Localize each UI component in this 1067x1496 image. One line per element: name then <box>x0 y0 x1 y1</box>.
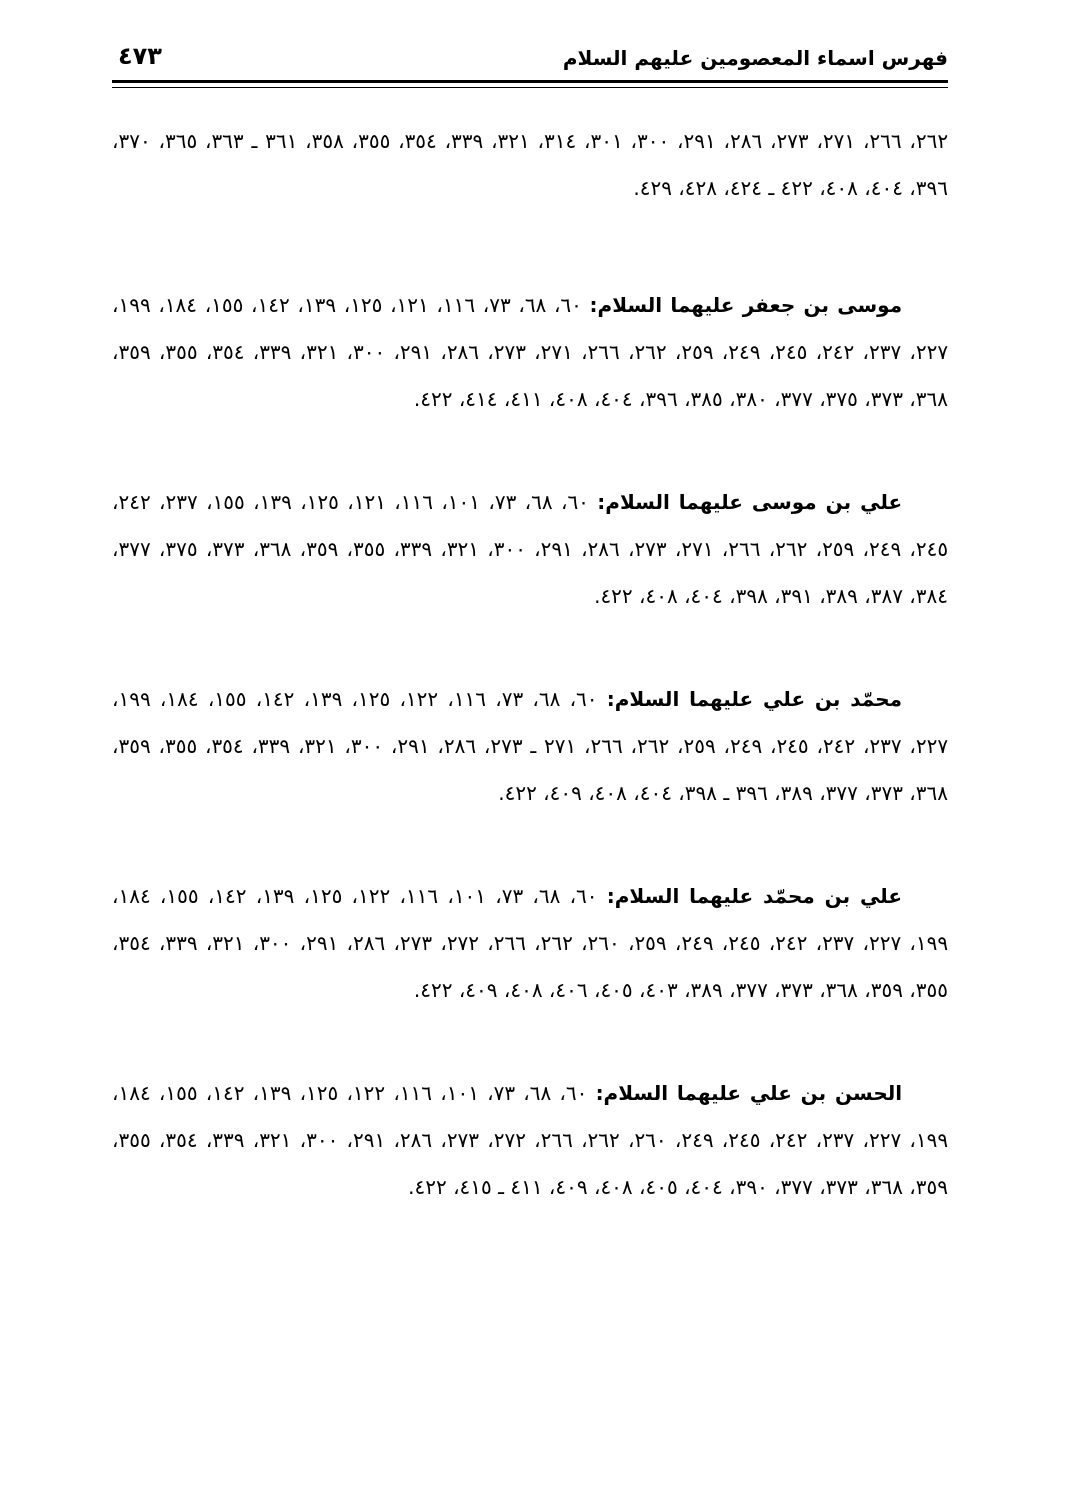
index-entry <box>112 1070 948 1211</box>
entry-page-list: ٦٠، ٦٨، ٧٣، ١١٦، ١٢٢، ١٢٥، ١٣٩، ١٤٢، ١٥٥، ١٨٤، ١٩٩، ٢٢٧، ٢٣٧، ٢٤٢، ٢٤٥، ٢٤٩، ٢٥٩، ٢٦٢، ٢٦٦، ٢٧١ ـ ٢٧٣، ٢٨٦، ٢٩١، ٣٠٠، ٣٢١، ٣٣٩، ٣٥٤، ٣٥٥، ٣٥٩، ٣٦٨، ٣٧٣، ٣٧٧، ٣٨٩، ٣٩٦ ـ ٣٩٨، ٤٠٤، ٤٠٨، ٤٠٩، ٤٢٢. <box>112 687 949 805</box>
entry-name: الحسن بن علي عليهما السلام: <box>595 1081 903 1105</box>
entry-page-list: ٢٦٢، ٢٦٦، ٢٧١، ٢٧٣، ٢٨٦، ٢٩١، ٣٠٠، ٣٠١، ٣١٤، ٣٢١، ٣٣٩، ٣٥٤، ٣٥٥، ٣٥٨، ٣٦١ ـ ٣٦٣، ٣٦٥، ٣٧٠، ٣٩٦، ٤٠٤، ٤٠٨، ٤٢٢ ـ ٤٢٤، ٤٢٨، ٤٢٩. <box>112 129 949 200</box>
index-content <box>112 118 948 1267</box>
entry-name: موسى بن جعفر عليهما السلام: <box>589 293 903 317</box>
index-entry <box>112 479 948 620</box>
header-rule-thin <box>112 87 948 88</box>
entry-page-list: ٦٠، ٦٨، ٧٣، ١٠١، ١١٦، ١٢١، ١٢٥، ١٣٩، ١٥٥، ٢٣٧، ٢٤٢، ٢٤٥، ٢٤٩، ٢٥٩، ٢٦٢، ٢٦٦، ٢٧١، ٢٧٣، ٢٨٦، ٢٩١، ٣٠٠، ٣٢١، ٣٣٩، ٣٥٥، ٣٥٩، ٣٦٨، ٣٧٣، ٣٧٥، ٣٧٧، ٣٨٤، ٣٨٧، ٣٨٩، ٣٩١، ٣٩٨، ٤٠٤، ٤٠٨، ٤٢٢. <box>112 490 949 608</box>
index-entry-continuation <box>112 118 948 212</box>
entry-name: محمّد بن علي عليهما السلام: <box>606 687 903 711</box>
entry-page-list: ٦٠، ٦٨، ٧٣، ١٠١، ١١٦، ١٢٢، ١٢٥، ١٣٩، ١٤٢، ١٥٥، ١٨٤، ١٩٩، ٢٢٧، ٢٣٧، ٢٤٢، ٢٤٥، ٢٤٩، ٢٥٩، ٢٦٠، ٢٦٢، ٢٦٦، ٢٧٢، ٢٧٣، ٢٨٦، ٢٩١، ٣٠٠، ٣٢١، ٣٣٩، ٣٥٤، ٣٥٥، ٣٥٩، ٣٦٨، ٣٧٣، ٣٧٧، ٣٨٩، ٤٠٣، ٤٠٥، ٤٠٦، ٤٠٨، ٤٠٩، ٤٢٢. <box>112 884 949 1002</box>
header-rule-thick <box>112 80 948 83</box>
entry-page-list: ٦٠، ٦٨، ٧٣، ١١٦، ١٢١، ١٢٥، ١٣٩، ١٤٢، ١٥٥، ١٨٤، ١٩٩، ٢٢٧، ٢٣٧، ٢٤٢، ٢٤٥، ٢٤٩، ٢٥٩، ٢٦٢، ٢٦٦، ٢٧١، ٢٧٣، ٢٨٦، ٢٩١، ٣٠٠، ٣٢١، ٣٣٩، ٣٥٤، ٣٥٥، ٣٥٩، ٣٦٨، ٣٧٣، ٣٧٥، ٣٧٧، ٣٨٠، ٣٨٥، ٣٩٦، ٤٠٤، ٤٠٨، ٤١١، ٤١٤، ٤٢٢. <box>112 293 949 411</box>
page-number: ٤٧٣ <box>118 42 162 70</box>
entry-page-list: ٦٠، ٦٨، ٧٣، ١٠١، ١١٦، ١٢٢، ١٢٥، ١٣٩، ١٤٢، ١٥٥، ١٨٤، ١٩٩، ٢٢٧، ٢٣٧، ٢٤٢، ٢٤٥، ٢٤٩، ٢٦٠، ٢٦٢، ٢٦٦، ٢٧٢، ٢٧٣، ٢٨٦، ٢٩١، ٣٠٠، ٣٢١، ٣٣٩، ٣٥٤، ٣٥٥، ٣٥٩، ٣٦٨، ٣٧٣، ٣٧٧، ٣٩٠، ٤٠٤، ٤٠٥، ٤٠٨، ٤٠٩، ٤١١ ـ ٤١٥، ٤٢٢. <box>112 1081 949 1199</box>
index-entry <box>112 282 948 423</box>
entry-name: علي بن محمّد عليهما السلام: <box>606 884 903 908</box>
index-entry <box>112 676 948 817</box>
page-header <box>112 32 948 80</box>
entry-name: علي بن موسى عليهما السلام: <box>597 490 903 514</box>
index-entry <box>112 873 948 1014</box>
running-title: فهرس اسماء المعصومين عليهم السلام <box>562 46 948 70</box>
